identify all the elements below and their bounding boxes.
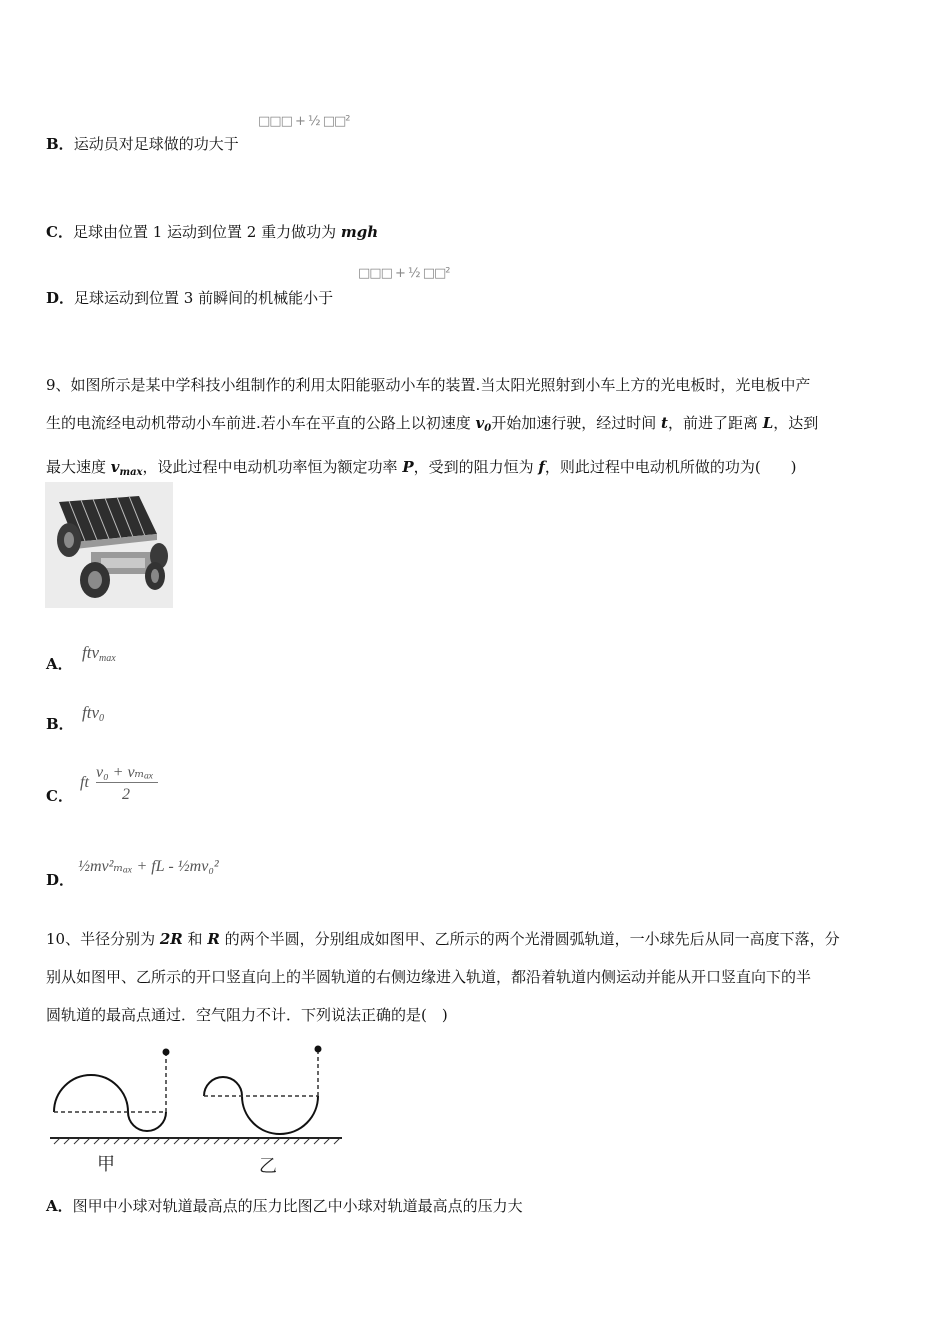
fraction-denominator: 2 bbox=[122, 786, 130, 803]
symbol: v bbox=[475, 414, 485, 432]
question-number: 9、 bbox=[46, 376, 71, 394]
stem-text: 圆轨道的最高点通过．空气阻力不计．下列说法正确的是( ) bbox=[46, 1006, 448, 1024]
formula-subscript: 0 bbox=[99, 713, 104, 724]
option-math: mgh bbox=[340, 223, 379, 241]
symbol-vmax bbox=[111, 458, 143, 476]
small-semicircle-jia bbox=[128, 1112, 166, 1131]
stem-text: 开始加速行驶，经过时间 bbox=[491, 414, 662, 432]
stem-text: 别从如图甲、乙所示的开口竖直向上的半圆轨道的右侧边缘进入轨道，都沿着轨道内侧运动并能从开口竖直向下的半 bbox=[46, 968, 812, 986]
option-b-label: B． bbox=[46, 715, 74, 733]
option-d-label: D． bbox=[46, 871, 75, 889]
subscript: 0 bbox=[484, 423, 492, 434]
stem-text: ，则此过程中电动机所做的功为( ) bbox=[544, 458, 797, 476]
symbol-2R: 2R bbox=[159, 930, 183, 948]
option-c-label: C． bbox=[46, 787, 73, 805]
subscript: max bbox=[119, 467, 143, 478]
question-number: 10、 bbox=[46, 930, 81, 948]
option-text: 运动员对足球做的功大于 bbox=[73, 135, 239, 153]
option-text: 足球运动到位置 3 前瞬间的机械能小于 bbox=[74, 289, 334, 307]
solar-car-photo bbox=[45, 482, 173, 608]
symbol-t: t bbox=[661, 414, 668, 432]
symbol-L: L bbox=[762, 414, 774, 432]
option-b bbox=[46, 134, 239, 154]
stem-text: ，前进了距离 bbox=[667, 414, 763, 432]
symbol-P: P bbox=[402, 458, 414, 476]
formula-main: ftv bbox=[82, 643, 99, 662]
figure-label-jia: 甲 bbox=[97, 1154, 115, 1175]
question-10-stem bbox=[46, 920, 916, 1034]
stem-text: 半径分别为 bbox=[80, 930, 160, 948]
option-b-formula bbox=[82, 703, 104, 724]
symbol-f: f bbox=[538, 458, 545, 476]
q10-option-a bbox=[46, 1196, 523, 1216]
formula-prefix: ft bbox=[80, 774, 89, 791]
option-d bbox=[46, 288, 333, 308]
stem-text: ，达到 bbox=[773, 414, 819, 432]
stem-text: ，受到的阻力恒为 bbox=[413, 458, 539, 476]
option-a-label: A． bbox=[46, 655, 73, 673]
formula-main: ftv bbox=[82, 703, 99, 722]
option-a-formula bbox=[82, 643, 116, 664]
option-label: D． bbox=[46, 289, 75, 307]
formula-image: □□□ + ½ □□² bbox=[358, 266, 450, 281]
option-c bbox=[46, 222, 378, 242]
formula-subscript: max bbox=[99, 653, 116, 664]
large-semicircle-jia bbox=[54, 1075, 128, 1112]
stem-text: ，设此过程中电动机功率恒为额定功率 bbox=[142, 458, 403, 476]
figure-label-yi: 乙 bbox=[259, 1156, 277, 1177]
fraction-numerator: v₀ + vₘₐₓ bbox=[96, 764, 154, 781]
question-9-stem bbox=[46, 366, 906, 492]
symbol-R: R bbox=[207, 930, 220, 948]
formula-image: □□□ + ½ □□² bbox=[258, 114, 350, 129]
option-text: 图甲中小球对轨道最高点的压力比图乙中小球对轨道最高点的压力大 bbox=[72, 1197, 523, 1215]
stem-text: 的两个半圆，分别组成如图甲、乙所示的两个光滑圆弧轨道，一小球先后从同一高度下落，分 bbox=[219, 930, 840, 948]
stem-text: 如图所示是某中学科技小组制作的利用太阳能驱动小车的装置.当太阳光照射到小车上方的光电板时，光电板中产 bbox=[70, 376, 811, 394]
option-label: C． bbox=[46, 223, 73, 241]
option-text: 足球由位置 1 运动到位置 2 重力做功为 bbox=[72, 223, 341, 241]
large-semicircle-yi bbox=[242, 1096, 318, 1134]
fraction-bar bbox=[96, 782, 158, 783]
ball bbox=[163, 1049, 170, 1056]
stem-text: 生的电流经电动机带动小车前进.若小车在平直的公路上以初速度 bbox=[46, 414, 476, 432]
ball bbox=[315, 1046, 322, 1053]
option-label: B． bbox=[46, 135, 74, 153]
small-semicircle-yi bbox=[204, 1077, 242, 1096]
track-figure bbox=[44, 1040, 346, 1182]
symbol: v bbox=[110, 458, 120, 476]
symbol-v0 bbox=[476, 414, 492, 432]
option-d-formula: ½mv²ₘₐₓ + fL - ½mv₀² bbox=[78, 858, 219, 875]
stem-text: 和 bbox=[182, 930, 208, 948]
stem-text: 最大速度 bbox=[46, 458, 111, 476]
option-label: A． bbox=[46, 1197, 73, 1215]
